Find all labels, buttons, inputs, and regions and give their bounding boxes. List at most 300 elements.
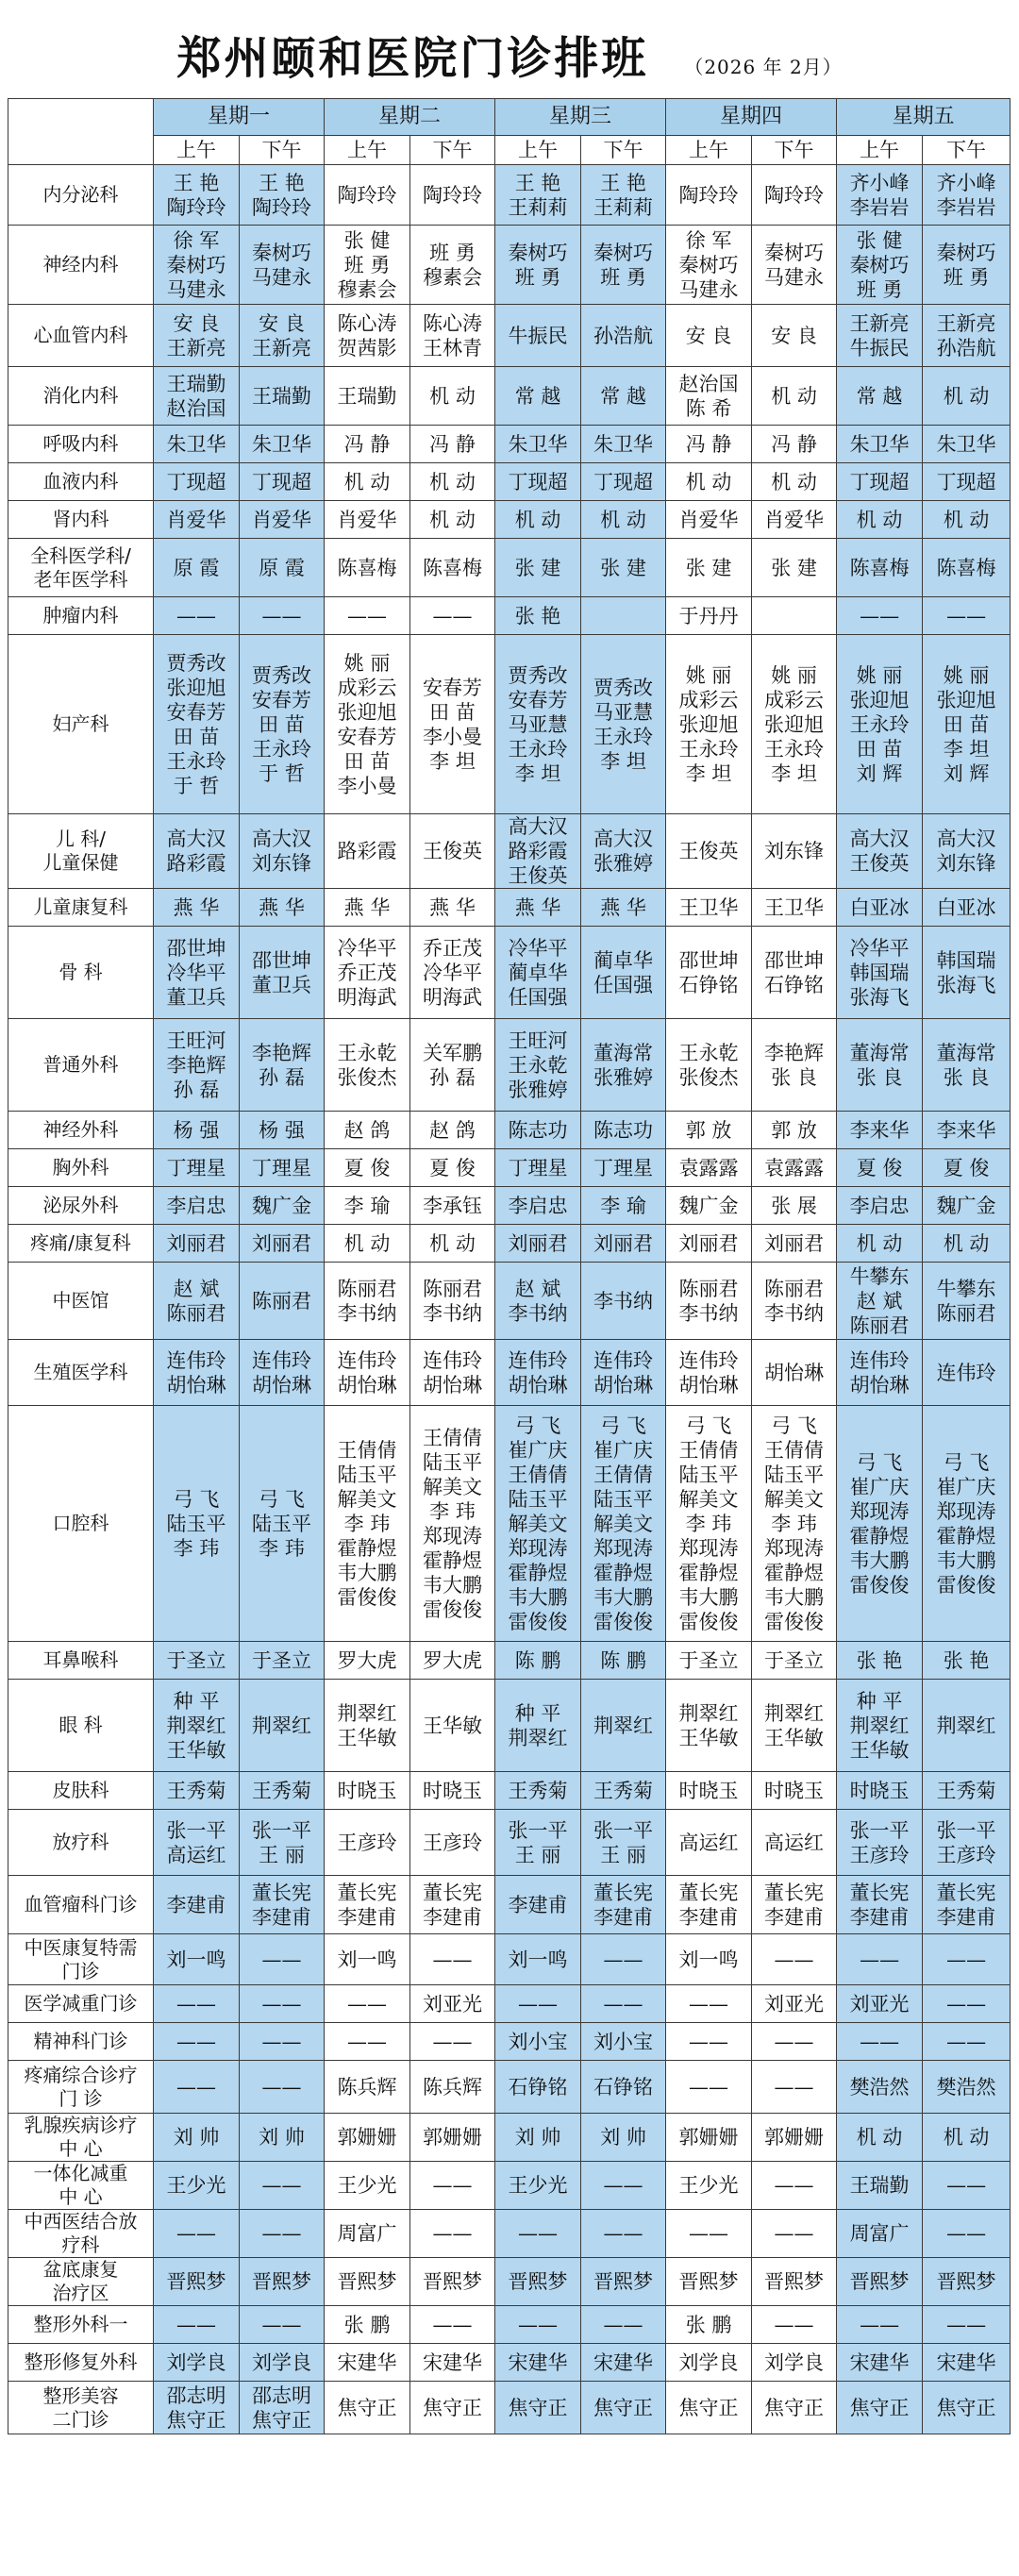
schedule-cell: 荆翠红 王华敏 (752, 1680, 837, 1772)
schedule-cell: 晋熙梦 (837, 2258, 923, 2306)
schedule-cell: 夏 俊 (923, 1149, 1011, 1187)
dept-label: 胸外科 (8, 1149, 154, 1187)
schedule-cell: 陈丽君 (240, 1263, 325, 1340)
schedule-cell: —— (752, 2210, 837, 2258)
schedule-cell: 丁现超 (837, 463, 923, 501)
schedule-cell: 李 瑜 (325, 1187, 410, 1225)
schedule-row (8, 539, 1011, 597)
schedule-cell: 燕 华 (581, 889, 666, 927)
schedule-cell: 刘一鸣 (666, 1934, 752, 1985)
day-header-mon: 星期一 (154, 99, 325, 136)
schedule-cell: —— (410, 1934, 495, 1985)
dept-label: 血管瘤科门诊 (8, 1876, 154, 1934)
schedule-cell: 贾秀改 张迎旭 安春芳 田 苗 王永玲 于 哲 (154, 635, 240, 814)
schedule-cell: 王瑞勤 (240, 367, 325, 426)
schedule-cell: 王秀菊 (495, 1772, 581, 1810)
schedule-cell: 连伟玲 胡怡琳 (837, 1340, 923, 1406)
schedule-cell: —— (666, 2061, 752, 2114)
schedule-cell: 石铮铭 (495, 2061, 581, 2114)
schedule-cell: 时晓玉 (325, 1772, 410, 1810)
schedule-cell: 安 良 王新亮 (154, 305, 240, 367)
schedule-cell: 陈志功 (581, 1112, 666, 1149)
schedule-cell: 机 动 (923, 2114, 1011, 2162)
schedule-cell: 于圣立 (752, 1642, 837, 1680)
schedule-cell: —— (752, 2061, 837, 2114)
schedule-cell: 王彦玲 (410, 1810, 495, 1876)
schedule-cell: 董海常 张 良 (923, 1019, 1011, 1112)
schedule-cell: 朱卫华 (837, 426, 923, 463)
schedule-cell: —— (240, 2306, 325, 2344)
day-header-row (8, 99, 1011, 136)
schedule-cell: 刘丽君 (240, 1225, 325, 1263)
schedule-cell: 张一平 王彦玲 (837, 1810, 923, 1876)
schedule-cell: 陈心涛 王林青 (410, 305, 495, 367)
schedule-cell: 姚 丽 成彩云 张迎旭 王永玲 李 坦 (752, 635, 837, 814)
schedule-cell: 董长宪 李建甫 (752, 1876, 837, 1934)
dept-label: 生殖医学科 (8, 1340, 154, 1406)
schedule-cell: —— (923, 2306, 1011, 2344)
schedule-cell: 罗大虎 (410, 1642, 495, 1680)
schedule-cell: 冯 静 (666, 426, 752, 463)
schedule-cell: 时晓玉 (410, 1772, 495, 1810)
schedule-cell: 刘一鸣 (154, 1934, 240, 1985)
schedule-cell: 焦守正 (325, 2382, 410, 2434)
schedule-cell: 王永乾 张俊杰 (325, 1019, 410, 1112)
schedule-cell: 肖爱华 (154, 501, 240, 539)
schedule-cell: 连伟玲 胡怡琳 (154, 1340, 240, 1406)
schedule-cell: 弓 飞 王倩倩 陆玉平 解美文 李 玮 郑现涛 霍静煜 韦大鹏 雷俊俊 (666, 1406, 752, 1642)
schedule-cell: 夏 俊 (410, 1149, 495, 1187)
schedule-cell: 郭姗姗 (325, 2114, 410, 2162)
schedule-cell: 王少光 (154, 2162, 240, 2210)
schedule-cell: 赵 鸽 (325, 1112, 410, 1149)
dept-label: 泌尿外科 (8, 1187, 154, 1225)
schedule-cell: —— (240, 2061, 325, 2114)
schedule-cell: 董长宪 李建甫 (837, 1876, 923, 1934)
half-header-pm: 下午 (240, 136, 325, 165)
schedule-cell: 荆翠红 王华敏 (666, 1680, 752, 1772)
schedule-cell: 刘学良 (240, 2344, 325, 2382)
schedule-cell: 魏广金 (240, 1187, 325, 1225)
schedule-cell: —— (154, 2210, 240, 2258)
schedule-row (8, 1772, 1011, 1810)
schedule-cell: 种 平 荆翠红 王华敏 (154, 1680, 240, 1772)
schedule-cell: 张 展 (752, 1187, 837, 1225)
schedule-row (8, 1680, 1011, 1772)
schedule-cell: 张一平 王 丽 (240, 1810, 325, 1876)
schedule-cell: 安 良 (752, 305, 837, 367)
schedule-cell: 张 鹏 (666, 2306, 752, 2344)
schedule-cell: 常 越 (837, 367, 923, 426)
schedule-cell: 张 艳 (495, 597, 581, 635)
schedule-cell: —— (240, 1934, 325, 1985)
schedule-cell: —— (752, 2023, 837, 2061)
schedule-cell: 秦树巧 班 勇 (495, 226, 581, 305)
schedule-cell: 李建甫 (495, 1876, 581, 1934)
schedule-cell: 王俊英 (666, 814, 752, 889)
schedule-row (8, 2306, 1011, 2344)
title-area (0, 0, 1019, 98)
schedule-cell: 弓 飞 崔广庆 王倩倩 陆玉平 解美文 郑现涛 霍静煜 韦大鹏 雷俊俊 (495, 1406, 581, 1642)
corner-cell (8, 99, 154, 165)
schedule-cell: 董长宪 李建甫 (325, 1876, 410, 1934)
dept-label: 盆底康复 治疗区 (8, 2258, 154, 2306)
dept-label: 一体化减重 中 心 (8, 2162, 154, 2210)
dept-label: 疼痛综合诊疗 门 诊 (8, 2061, 154, 2114)
schedule-cell: 丁现超 (923, 463, 1011, 501)
schedule-body (8, 165, 1011, 2434)
schedule-cell: 李来华 (837, 1112, 923, 1149)
half-header-am: 上午 (837, 136, 923, 165)
schedule-cell: 贾秀改 马亚慧 王永玲 李 坦 (581, 635, 666, 814)
schedule-cell: 机 动 (923, 501, 1011, 539)
schedule-cell: —— (752, 1934, 837, 1985)
schedule-cell: 罗大虎 (325, 1642, 410, 1680)
schedule-cell: 刘 帅 (154, 2114, 240, 2162)
schedule-cell: 王卫华 (752, 889, 837, 927)
schedule-cell: 机 动 (837, 1225, 923, 1263)
schedule-cell: 原 霞 (154, 539, 240, 597)
schedule-cell: 董长宪 李建甫 (240, 1876, 325, 1934)
schedule-cell: 机 动 (325, 463, 410, 501)
schedule-cell: 王倩倩 陆玉平 解美文 李 玮 霍静煜 韦大鹏 雷俊俊 (325, 1406, 410, 1642)
schedule-cell: 王倩倩 陆玉平 解美文 李 玮 郑现涛 霍静煜 韦大鹏 雷俊俊 (410, 1406, 495, 1642)
schedule-cell: 王瑞勤 (837, 2162, 923, 2210)
schedule-cell: 王旺河 李艳辉 孙 磊 (154, 1019, 240, 1112)
schedule-row (8, 2023, 1011, 2061)
schedule-cell: 陈丽君 李书纳 (752, 1263, 837, 1340)
schedule-row (8, 2114, 1011, 2162)
schedule-cell: 常 越 (495, 367, 581, 426)
schedule-cell: —— (581, 2210, 666, 2258)
schedule-cell: —— (837, 2023, 923, 2061)
schedule-cell: 机 动 (410, 367, 495, 426)
schedule-cell: 齐小峰 李岩岩 (837, 165, 923, 226)
schedule-cell: 周富广 (325, 2210, 410, 2258)
schedule-cell: 陈丽君 李书纳 (666, 1263, 752, 1340)
schedule-cell: 乔正茂 冷华平 明海武 (410, 927, 495, 1019)
schedule-row (8, 1642, 1011, 1680)
schedule-cell: 王瑞勤 赵治国 (154, 367, 240, 426)
dept-label: 疼痛/康复科 (8, 1225, 154, 1263)
schedule-cell: 焦守正 (410, 2382, 495, 2434)
schedule-cell: 贾秀改 安春芳 田 苗 王永玲 于 哲 (240, 635, 325, 814)
schedule-cell: 姚 丽 成彩云 张迎旭 安春芳 田 苗 李小曼 (325, 635, 410, 814)
schedule-cell: 魏广金 (923, 1187, 1011, 1225)
schedule-cell: 陈喜梅 (325, 539, 410, 597)
schedule-cell (581, 597, 666, 635)
schedule-cell: 刘丽君 (495, 1225, 581, 1263)
schedule-cell: 丁现超 (581, 463, 666, 501)
schedule-row (8, 1810, 1011, 1876)
schedule-cell: 董海常 张雅婷 (581, 1019, 666, 1112)
schedule-cell: 宋建华 (581, 2344, 666, 2382)
schedule-row (8, 367, 1011, 426)
schedule-cell: 李艳辉 孙 磊 (240, 1019, 325, 1112)
schedule-cell: 陈丽君 李书纳 (410, 1263, 495, 1340)
schedule-row (8, 305, 1011, 367)
schedule-cell: 弓 飞 陆玉平 李 玮 (154, 1406, 240, 1642)
schedule-cell: 陶玲玲 (325, 165, 410, 226)
dept-label: 神经外科 (8, 1112, 154, 1149)
dept-label: 呼吸内科 (8, 426, 154, 463)
schedule-cell: 晋熙梦 (923, 2258, 1011, 2306)
schedule-cell: 刘丽君 (581, 1225, 666, 1263)
schedule-cell: 晋熙梦 (752, 2258, 837, 2306)
schedule-cell: 冯 静 (325, 426, 410, 463)
schedule-cell: 机 动 (752, 367, 837, 426)
schedule-cell: —— (666, 1985, 752, 2023)
schedule-cell: 樊浩然 (837, 2061, 923, 2114)
schedule-cell: 机 动 (752, 463, 837, 501)
schedule-cell: 张一平 王彦玲 (923, 1810, 1011, 1876)
schedule-cell: 高大汉 路彩霞 (154, 814, 240, 889)
schedule-cell: 董长宪 李建甫 (923, 1876, 1011, 1934)
schedule-cell: 郭 放 (752, 1112, 837, 1149)
dept-label: 耳鼻喉科 (8, 1642, 154, 1680)
schedule-cell: 赵治国 陈 希 (666, 367, 752, 426)
schedule-cell: 班 勇 穆素会 (410, 226, 495, 305)
schedule-cell: 弓 飞 王倩倩 陆玉平 解美文 李 玮 郑现涛 霍静煜 韦大鹏 雷俊俊 (752, 1406, 837, 1642)
schedule-cell: 张 艳 (923, 1642, 1011, 1680)
dept-label: 中西医结合放 疗科 (8, 2210, 154, 2258)
schedule-cell: 白亚冰 (923, 889, 1011, 927)
schedule-cell: 焦守正 (581, 2382, 666, 2434)
schedule-cell: 原 霞 (240, 539, 325, 597)
schedule-cell: 邵世坤 石铮铭 (666, 927, 752, 1019)
schedule-cell: 宋建华 (325, 2344, 410, 2382)
schedule-cell: 连伟玲 胡怡琳 (581, 1340, 666, 1406)
schedule-cell: 安春芳 田 苗 李小曼 李 坦 (410, 635, 495, 814)
schedule-cell: 邵志明 焦守正 (154, 2382, 240, 2434)
schedule-row (8, 1225, 1011, 1263)
schedule-cell: —— (495, 2210, 581, 2258)
schedule-cell: 陈兵辉 (325, 2061, 410, 2114)
schedule-cell: 董海常 张 良 (837, 1019, 923, 1112)
schedule-cell: 李启忠 (495, 1187, 581, 1225)
dept-label: 口腔科 (8, 1406, 154, 1642)
schedule-row (8, 1406, 1011, 1642)
schedule-cell: 杨 强 (154, 1112, 240, 1149)
schedule-cell: 焦守正 (837, 2382, 923, 2434)
date-label: （2026 年 2月） (684, 56, 843, 78)
schedule-cell: 刘亚光 (837, 1985, 923, 2023)
day-header-tue: 星期二 (325, 99, 495, 136)
schedule-cell: —— (410, 597, 495, 635)
schedule-cell: 连伟玲 胡怡琳 (240, 1340, 325, 1406)
schedule-cell: 张 健 班 勇 穆素会 (325, 226, 410, 305)
schedule-cell: 张 艳 (837, 1642, 923, 1680)
schedule-cell: 弓 飞 崔广庆 郑现涛 霍静煜 韦大鹏 雷俊俊 (837, 1406, 923, 1642)
schedule-cell: 樊浩然 (923, 2061, 1011, 2114)
schedule-cell: 于圣立 (666, 1642, 752, 1680)
schedule-cell: 王新亮 牛振民 (837, 305, 923, 367)
schedule-cell: 冷华平 乔正茂 明海武 (325, 927, 410, 1019)
schedule-cell: 刘 帅 (581, 2114, 666, 2162)
schedule-cell: 朱卫华 (154, 426, 240, 463)
schedule-cell: —— (325, 597, 410, 635)
schedule-cell: 丁现超 (154, 463, 240, 501)
schedule-row (8, 426, 1011, 463)
dept-label: 乳腺疾病诊疗 中 心 (8, 2114, 154, 2162)
schedule-cell: 王秀菊 (923, 1772, 1011, 1810)
schedule-cell: 刘小宝 (495, 2023, 581, 2061)
schedule-cell: 张一平 王 丽 (495, 1810, 581, 1876)
schedule-cell: 王少光 (325, 2162, 410, 2210)
schedule-cell: 陈喜梅 (837, 539, 923, 597)
schedule-cell: 赵 鸽 (410, 1112, 495, 1149)
schedule-cell: 孙浩航 (581, 305, 666, 367)
schedule-cell: 燕 华 (240, 889, 325, 927)
dept-label: 皮肤科 (8, 1772, 154, 1810)
dept-label: 儿 科/ 儿童保健 (8, 814, 154, 889)
page-title: 郑州颐和医院门诊排班 (176, 33, 649, 85)
schedule-cell: 秦树巧 马建永 (240, 226, 325, 305)
schedule-cell: 郭姗姗 (752, 2114, 837, 2162)
schedule-cell: 焦守正 (495, 2382, 581, 2434)
schedule-row (8, 1985, 1011, 2023)
schedule-cell: 刘学良 (666, 2344, 752, 2382)
schedule-cell: 陶玲玲 (752, 165, 837, 226)
schedule-cell: —— (410, 2023, 495, 2061)
schedule-row (8, 2162, 1011, 2210)
schedule-cell: 李启忠 (154, 1187, 240, 1225)
schedule-cell: —— (752, 2306, 837, 2344)
schedule-cell: 白亚冰 (837, 889, 923, 927)
schedule-cell: 王卫华 (666, 889, 752, 927)
schedule-cell: 机 动 (837, 501, 923, 539)
schedule-cell: 牛振民 (495, 305, 581, 367)
dept-label: 精神科门诊 (8, 2023, 154, 2061)
dept-label: 神经内科 (8, 226, 154, 305)
schedule-cell: 关军鹏 孙 磊 (410, 1019, 495, 1112)
schedule-cell: 刘东锋 (752, 814, 837, 889)
schedule-cell: 王 艳 王莉莉 (581, 165, 666, 226)
schedule-cell: 陈兵辉 (410, 2061, 495, 2114)
dept-label: 肾内科 (8, 501, 154, 539)
schedule-cell: 陈心涛 贺茜影 (325, 305, 410, 367)
schedule-cell: 高大汉 张雅婷 (581, 814, 666, 889)
schedule-cell: —— (752, 2162, 837, 2210)
schedule-cell: 刘一鸣 (495, 1934, 581, 1985)
schedule-cell: 王 艳 王莉莉 (495, 165, 581, 226)
schedule-cell: 荆翠红 王华敏 (325, 1680, 410, 1772)
schedule-cell: 夏 俊 (325, 1149, 410, 1187)
schedule-cell: 刘 帅 (240, 2114, 325, 2162)
schedule-cell: 董长宪 李建甫 (581, 1876, 666, 1934)
schedule-cell: 丁现超 (495, 463, 581, 501)
schedule-row (8, 501, 1011, 539)
schedule-cell: 晋熙梦 (410, 2258, 495, 2306)
schedule-cell: —— (410, 2210, 495, 2258)
schedule-cell: 高大汉 王俊英 (837, 814, 923, 889)
schedule-cell: 李 瑜 (581, 1187, 666, 1225)
dept-label: 心血管内科 (8, 305, 154, 367)
schedule-cell: 王秀菊 (581, 1772, 666, 1810)
schedule-cell: 王瑞勤 (325, 367, 410, 426)
schedule-cell: 张 健 秦树巧 班 勇 (837, 226, 923, 305)
schedule-cell: 邵世坤 石铮铭 (752, 927, 837, 1019)
dept-label: 放疗科 (8, 1810, 154, 1876)
schedule-cell: —— (154, 597, 240, 635)
schedule-cell: 肖爱华 (752, 501, 837, 539)
schedule-cell: 魏广金 (666, 1187, 752, 1225)
schedule-cell: 王少光 (666, 2162, 752, 2210)
schedule-cell: 赵 斌 陈丽君 (154, 1263, 240, 1340)
schedule-cell: 张 建 (581, 539, 666, 597)
schedule-cell: 宋建华 (837, 2344, 923, 2382)
schedule-cell: 李来华 (923, 1112, 1011, 1149)
dept-label: 眼 科 (8, 1680, 154, 1772)
dept-label: 血液内科 (8, 463, 154, 501)
schedule-cell: 种 平 荆翠红 (495, 1680, 581, 1772)
schedule-cell: —— (581, 2306, 666, 2344)
schedule-cell: 丁理星 (240, 1149, 325, 1187)
schedule-cell: —— (410, 2162, 495, 2210)
schedule-cell: 安 良 (666, 305, 752, 367)
schedule-cell: 王华敏 (410, 1680, 495, 1772)
schedule-cell: 刘丽君 (666, 1225, 752, 1263)
schedule-cell: 陈丽君 李书纳 (325, 1263, 410, 1340)
schedule-cell: —— (410, 2306, 495, 2344)
schedule-cell: 徐 军 秦树巧 马建永 (666, 226, 752, 305)
schedule-row (8, 1187, 1011, 1225)
schedule-cell: 邵志明 焦守正 (240, 2382, 325, 2434)
schedule-cell: —— (154, 1985, 240, 2023)
day-header-wed: 星期三 (495, 99, 666, 136)
schedule-cell: 刘一鸣 (325, 1934, 410, 1985)
schedule-cell: 于圣立 (154, 1642, 240, 1680)
schedule-cell: 邵世坤 冷华平 董卫兵 (154, 927, 240, 1019)
dept-label: 整形美容 二门诊 (8, 2382, 154, 2434)
schedule-cell: —— (495, 1985, 581, 2023)
day-header-fri: 星期五 (837, 99, 1011, 136)
schedule-cell: 王永乾 张俊杰 (666, 1019, 752, 1112)
schedule-cell: 朱卫华 (581, 426, 666, 463)
schedule-row (8, 927, 1011, 1019)
schedule-cell: 牛攀东 赵 斌 陈丽君 (837, 1263, 923, 1340)
schedule-cell: 种 平 荆翠红 王华敏 (837, 1680, 923, 1772)
schedule-cell: 连伟玲 胡怡琳 (325, 1340, 410, 1406)
schedule-cell: —— (837, 1934, 923, 1985)
schedule-cell: 朱卫华 (495, 426, 581, 463)
schedule-cell: —— (240, 2162, 325, 2210)
schedule-cell: 姚 丽 成彩云 张迎旭 王永玲 李 坦 (666, 635, 752, 814)
dept-label: 中医康复特需 门诊 (8, 1934, 154, 1985)
schedule-cell: —— (240, 597, 325, 635)
schedule-cell: 刘亚光 (410, 1985, 495, 2023)
schedule-row (8, 635, 1011, 814)
schedule-cell: 丁理星 (495, 1149, 581, 1187)
schedule-cell: 齐小峰 李岩岩 (923, 165, 1011, 226)
schedule-cell: 郭姗姗 (410, 2114, 495, 2162)
schedule-cell: —— (154, 2306, 240, 2344)
schedule-cell: 刘小宝 (581, 2023, 666, 2061)
schedule-cell: 贾秀改 安春芳 马亚慧 王永玲 李 坦 (495, 635, 581, 814)
schedule-cell: 邵世坤 董卫兵 (240, 927, 325, 1019)
schedule-cell: 郭姗姗 (666, 2114, 752, 2162)
schedule-cell: 夏 俊 (837, 1149, 923, 1187)
schedule-row (8, 1019, 1011, 1112)
schedule-cell: 牛攀东 陈丽君 (923, 1263, 1011, 1340)
schedule-table (8, 98, 1011, 2434)
schedule-row (8, 2258, 1011, 2306)
schedule-cell: —— (495, 2306, 581, 2344)
schedule-cell: —— (581, 2162, 666, 2210)
schedule-cell: 陈喜梅 (410, 539, 495, 597)
half-header-am: 上午 (666, 136, 752, 165)
schedule-row (8, 2382, 1011, 2434)
